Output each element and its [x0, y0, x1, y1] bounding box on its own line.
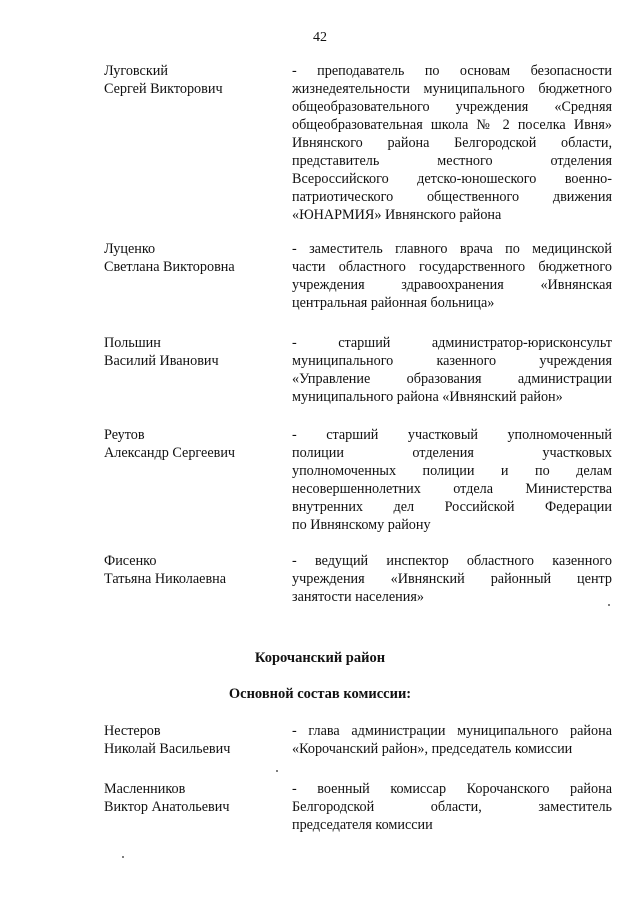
position-line: жизнедеятельности муниципального бюджетного [292, 81, 612, 97]
position-line: муниципального района «Ивнянский район» [292, 389, 563, 405]
scan-speck [122, 856, 124, 858]
position-line: - ведущий инспектор областного казенного [292, 553, 612, 569]
position-line: председателя комиссии [292, 817, 433, 833]
position-line: «Корочанский район», председатель комиссии [292, 741, 573, 757]
position-line: «ЮНАРМИЯ» Ивнянского района [292, 207, 502, 223]
position-line: представитель местного отделения [292, 153, 612, 169]
member-surname: Фисенко [104, 553, 157, 569]
scan-speck [608, 604, 610, 606]
position-line: полиции отделения участковых [292, 445, 612, 461]
position-line: Всероссийского детско-юношеского военно- [292, 171, 612, 187]
member-given-names: Василий Иванович [104, 353, 219, 369]
member-name [104, 426, 284, 462]
member-name [104, 334, 284, 370]
member-name [104, 722, 284, 758]
district-heading: Корочанский район [254, 650, 386, 666]
member-given-names: Светлана Викторовна [104, 259, 235, 275]
member-surname: Луговский [104, 63, 168, 79]
member-name [104, 62, 284, 98]
member-given-names: Николай Васильевич [104, 741, 231, 757]
position-line: Ивнянского района Белгородской области, [292, 135, 612, 151]
member-surname: Масленников [104, 781, 186, 797]
position-line: Белгородской области, заместитель [292, 799, 612, 815]
position-line: - преподаватель по основам безопасности [292, 63, 612, 79]
position-line: - военный комиссар Корочанского района [292, 781, 612, 797]
position-line: - старший администратор-юрисконсульт [292, 335, 612, 351]
position-line: по Ивнянскому району [292, 517, 431, 533]
position-line: части областного государственного бюджетного [292, 259, 612, 275]
member-surname: Польшин [104, 335, 161, 351]
position-line: муниципального казенного учреждения [292, 353, 612, 369]
position-line: центральная районная больница» [292, 295, 495, 311]
position-line: - заместитель главного врача по медицинской [292, 241, 612, 257]
position-line: занятости населения» [292, 589, 424, 605]
member-name [104, 240, 284, 276]
page-number: 42 [313, 30, 327, 45]
member-position [292, 780, 612, 834]
member-surname: Луценко [104, 241, 156, 257]
member-surname: Реутов [104, 427, 145, 443]
position-line: патриотического общественного движения [292, 189, 612, 205]
position-line: учреждения здравоохранения «Ивнянская [292, 277, 612, 293]
member-name [104, 780, 284, 816]
member-name [104, 552, 284, 588]
scan-speck [276, 770, 278, 772]
member-given-names: Сергей Викторович [104, 81, 223, 97]
position-line: учреждения «Ивнянский районный центр [292, 571, 612, 587]
member-given-names: Александр Сергеевич [104, 445, 236, 461]
member-surname: Нестеров [104, 723, 161, 739]
commission-heading: Основной состав комиссии: [228, 686, 412, 702]
position-line: внутренних дел Российской Федерации [292, 499, 612, 515]
position-line: несовершеннолетних отдела Министерства [292, 481, 612, 497]
member-position [292, 426, 612, 534]
member-position [292, 552, 612, 606]
member-position [292, 62, 612, 224]
position-line: - старший участковый уполномоченный [292, 427, 612, 443]
member-position [292, 722, 612, 758]
position-line: общеобразовательного учреждения «Средняя [292, 99, 612, 115]
member-position [292, 334, 612, 406]
position-line: уполномоченных полиции и по делам [292, 463, 612, 479]
position-line: - глава администрации муниципального района [292, 723, 612, 739]
position-line: «Управление образования администрации [292, 371, 612, 387]
member-given-names: Виктор Анатольевич [104, 799, 230, 815]
position-line: общеобразовательная школа № 2 поселка Ивня» [292, 117, 612, 133]
member-position [292, 240, 612, 312]
member-given-names: Татьяна Николаевна [104, 571, 227, 587]
